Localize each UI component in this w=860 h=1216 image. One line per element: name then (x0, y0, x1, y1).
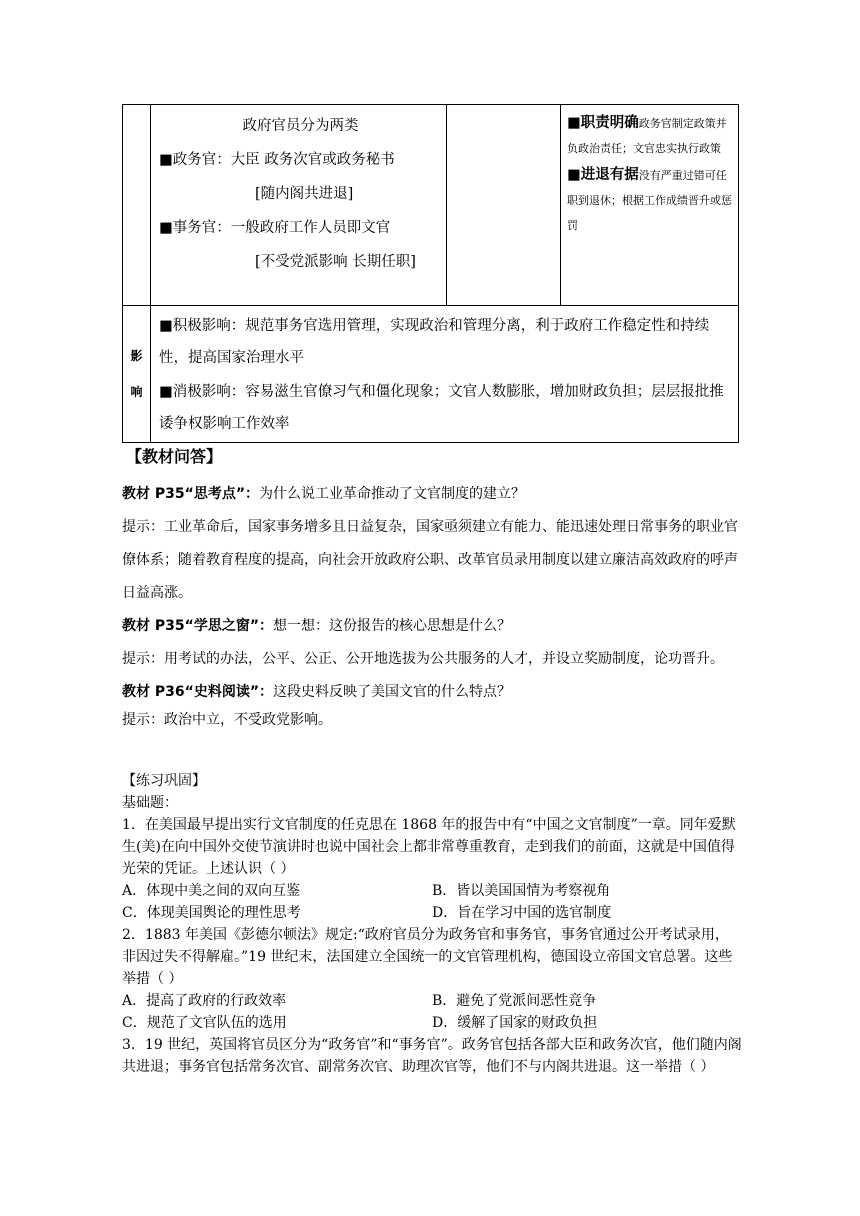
option-a: A．体现中美之间的双向互鉴 (122, 883, 301, 899)
option-c: C．规范了文官队伍的选用 (122, 1015, 287, 1031)
political-official-line: ■政务官：大臣 政务次官或政务秘书 (159, 152, 395, 168)
answer-1: 提示：工业革命后，国家事务增多且日益复杂，国家亟须建立有能力、能迅速处理日常事务的职业官僚体系；随着教育程度的提高，向社会开放政府公职、改革官员录用制度以建立廉洁高效政府的呼声日益高涨。 (122, 519, 738, 601)
official-types-title: 政府官员分为两类 (242, 118, 359, 134)
table-row-impact (123, 306, 739, 443)
question-2-source: 教材 P35“学思之窗”： (122, 618, 274, 634)
feature-responsibility (567, 111, 734, 161)
impact-label-char-1: 影 (130, 349, 143, 363)
table-cell-official-types (151, 105, 447, 306)
civil-service-table (122, 104, 739, 443)
table-cell-features (561, 105, 739, 306)
practice-question-1-options-cd (122, 902, 742, 924)
option-a: A．提高了政府的行政效率 (122, 993, 287, 1009)
negative-impact: ■消极影响：容易滋生官僚习气和僵化现象；文官人数膨胀，增加财政负担；层层报批推诿争权影响工作效率 (159, 384, 724, 432)
question-3-source: 教材 P36“史料阅读”： (122, 684, 274, 700)
feature-responsibility-text: 政务官制定政策并负政治责任；文官忠实执行政策 (567, 117, 727, 155)
answer-2: 提示：用考试的办法，公平、公正、公开地选拔为公共服务的人才，并设立奖励制度，论功晋升。 (122, 651, 724, 667)
feature-tenure-text: 没有严重过错可任职到退休；根据工作成绩晋升或惩罚 (567, 169, 732, 232)
feature-tenure-title: ■进退有据 (567, 167, 639, 183)
practice-basic-label: 基础题： (122, 795, 178, 811)
table-row-classification (123, 105, 739, 306)
impact-label-char-2: 响 (130, 385, 143, 399)
question-2-text: 想一想：这份报告的核心思想是什么？ (273, 618, 512, 634)
option-c: C．体现美国舆论的理性思考 (122, 905, 301, 921)
question-3-text: 这段史料反映了美国文官的什么特点？ (273, 684, 512, 700)
practice-heading: 【练习巩固】 (122, 773, 206, 789)
practice-question-2-options-cd (122, 1012, 742, 1034)
practice-question-1: 1．在美国最早提出实行文官制度的任克思在 1868 年的报告中有“中国之文官制度”一章。同年爱默生(美)在向中国外交使节演讲时也说中国社会上都非常尊重教育，走到我们的前面，这就是中国值得光荣的凭证。上述认识（ ） (122, 817, 736, 877)
option-d: D．缓解了国家的财政负担 (432, 1015, 598, 1031)
administrative-official-line: ■事务官：一般政府工作人员即文官 (159, 220, 391, 236)
table-cell-impact (151, 306, 739, 443)
question-3 (122, 676, 742, 709)
option-b: B．避免了党派间恶性竞争 (432, 993, 597, 1009)
practice-question-2-options-ab (122, 990, 742, 1012)
administrative-official-note: [不受党派影响 长期任职] (255, 254, 416, 270)
positive-impact: ■积极影响：规范事务官选用管理，实现政治和管理分离，利于政府工作稳定性和持续性，提高国家治理水平 (159, 318, 710, 366)
political-official-note: [随内阁共进退] (255, 186, 354, 202)
question-2 (122, 610, 742, 643)
question-1-source: 教材 P35“思考点”： (122, 486, 260, 502)
textbook-qa-heading: 【教材问答】 (126, 447, 223, 466)
practice-question-2: 2．1883 年美国《彭德尔顿法》规定:“政府官员分为政务官和事务官，事务官通过公开考试录用，非因过失不得解雇。”19 世纪末，法国建立全国统一的文官管理机构，德国设立帝国文官总署。这些举措（ ） (122, 927, 733, 987)
table-cell-empty-middle (447, 105, 561, 306)
answer-3: 提示：政治中立，不受政党影响。 (122, 712, 332, 728)
textbook-qa-section (122, 442, 742, 731)
feature-responsibility-title: ■职责明确 (567, 115, 639, 131)
practice-question-3: 3．19 世纪，英国将官员区分为“政务官”和“事务官”。政务官包括各部大臣和政务次官，他们随内阁共进退；事务官包括常务次官、副常务次官、助理次官等，他们不与内阁共进退。这一举措（ ） (122, 1037, 742, 1075)
impact-label (123, 306, 151, 443)
feature-tenure (567, 163, 734, 238)
question-1-text: 为什么说工业革命推动了文官制度的建立？ (259, 486, 526, 502)
table-cell-empty-label (123, 105, 151, 306)
practice-section (122, 770, 742, 1078)
practice-question-1-options-ab (122, 880, 742, 902)
question-1 (122, 478, 742, 511)
option-b: B．皆以美国国情为考察视角 (432, 883, 611, 899)
option-d: D．旨在学习中国的选官制度 (432, 905, 612, 921)
